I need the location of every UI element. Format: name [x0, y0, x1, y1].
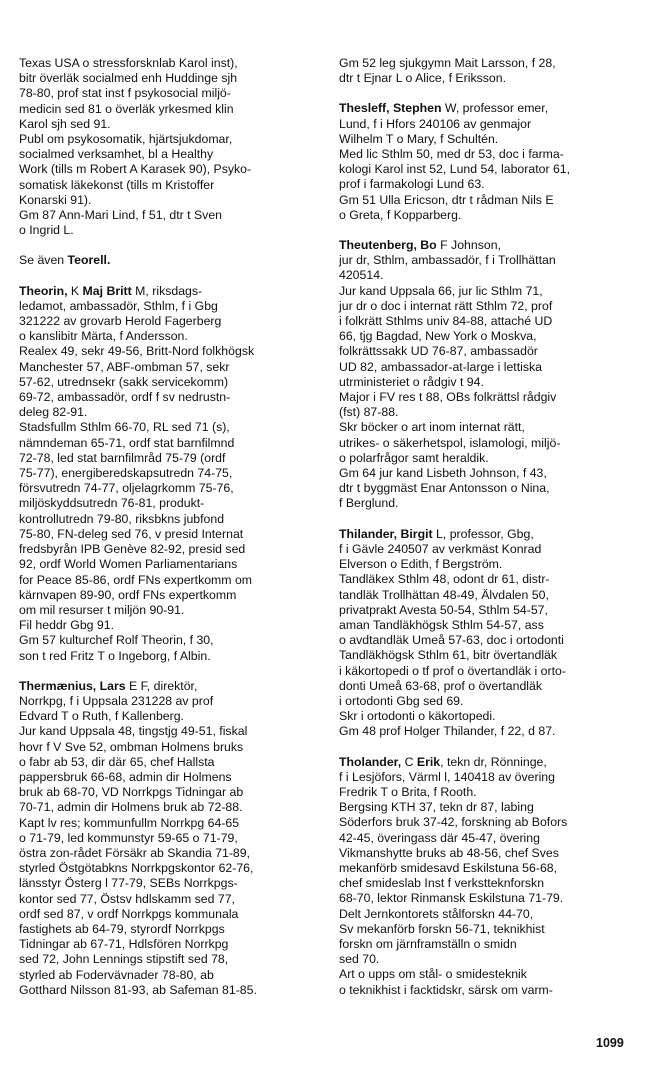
entry-text-line: i folkrätt Sthlms univ 84-88, attaché UD [339, 314, 553, 329]
entry-text-line: donti Umeå 63-68, prof o övertandläk [339, 678, 543, 693]
entry-text-line: f i Gävle 240507 av verkmäst Konrad [339, 541, 542, 556]
entry-headline-text: , tekn dr, Rönninge, [440, 754, 547, 769]
entry-text-line: tandläk Trollhättan 48-49, Älvdalen 50, [339, 587, 549, 602]
entry-text-line: for Peace 85-86, ordf FNs expertkomm om [19, 572, 253, 587]
entry-text-line: nämndeman 65-71, ordf stat barnfilmnd [19, 435, 235, 450]
entry-headline-text: E F, direktör, [125, 678, 198, 693]
entry-text-line: hovr f V Sve 52, ombman Holmens bruks [19, 739, 244, 754]
entry-headline [339, 238, 639, 253]
entry-theutenberg [339, 238, 639, 512]
entry-text-line: utrministeriet o rådgiv t 94. [339, 374, 484, 389]
entry-text-line: utrikes- o säkerhetspol, islamologi, miljö- [339, 435, 561, 450]
entry-text-line: i ortodonti Gbg sed 69. [339, 693, 464, 708]
entry-text-line: Norrkpg, f i Uppsala 231228 av prof [19, 693, 214, 708]
entry-headline [339, 101, 639, 116]
entry-text-line: dtr t byggmäst Enar Antonsson o Nina, [339, 481, 550, 496]
entry-text-line: Gm 51 Ulla Ericson, dtr t rådman Nils E [339, 192, 554, 207]
see-also-line [19, 253, 319, 268]
entry-name: Theorin, [19, 283, 71, 298]
entry-headline-text: F Johnson, [436, 238, 501, 253]
entry-text-line: kologi Karol inst 52, Lund 54, laborator 61, [339, 162, 571, 177]
entry-text-line: o 71-79, led kommunstyr 59-65 o 71-79, [19, 830, 238, 845]
entry-text-line: 420514. [339, 268, 384, 283]
right-column [339, 56, 639, 1013]
entry-theorell-continued [19, 56, 319, 238]
entry-name: Maj Britt [82, 283, 132, 298]
entry-text-line: försvutredn 74-77, oljelagrkomm 75-76, [19, 481, 234, 496]
entry-text-line: Söderfors bruk 37-42, forskning ab Bofors [339, 815, 568, 830]
entry-text-line: 321222 av grovarb Herold Fagerberg [19, 314, 222, 329]
see-also-name: Teorell. [67, 253, 111, 268]
entry-text-line: forskn om järnframställn o smidn [339, 936, 517, 951]
entry-text-line: socialmed verksamhet, bl a Healthy [19, 147, 214, 162]
entry-text-line: i käkortopedi o tf prof o övertandläk i orto- [339, 663, 566, 678]
entry-name: Thermænius, Lars [19, 678, 126, 693]
entry-text-line: ledamot, ambassadör, Sthlm, f i Gbg [19, 298, 218, 313]
entry-text-line: Gm 87 Ann-Mari Lind, f 51, dtr t Sven [19, 208, 222, 223]
entry-text-line: Med lic Sthlm 50, med dr 53, doc i farma- [339, 147, 564, 162]
entry-text-line: Lund, f i Hfors 240106 av genmajor [339, 116, 532, 131]
entry-text-line: (fst) 87-88. [339, 405, 399, 420]
see-also-prefix: Se även [19, 253, 68, 268]
entry-text-line: östra zon-rådet Försäkr ab Skandia 71-89, [19, 845, 251, 860]
entry-text-line: Gotthard Nilsson 81-93, ab Safeman 81-85. [19, 982, 257, 997]
entry-text-line: Karol sjh sed 91. [19, 116, 111, 131]
entry-text-line: Texas USA o stressforsknlab Karol inst), [19, 56, 238, 70]
entry-text-line: fredsbyrån IPB Genève 82-92, presid sed [19, 542, 246, 557]
entry-text-line: mekanförb smidesavd Eskilstuna 56-68, [339, 860, 558, 875]
entry-text-line: o polarfrågor samt heraldik. [339, 450, 489, 465]
entry-text-line: Gm 48 prof Holger Thilander, f 22, d 87. [339, 724, 556, 739]
entry-name: Thesleff, Stephen [339, 101, 442, 116]
entry-text-line: kontrollutredn 79-80, riksbkns jubfond [19, 511, 225, 526]
entry-text-line: Fredrik T o Brita, f Rooth. [339, 784, 477, 799]
entry-text-line: Jur kand Uppsala 66, jur lic Sthlm 71, [339, 283, 543, 298]
entry-text-line: Skr i ortodonti o käkortopedi. [339, 709, 496, 724]
entry-text-line: 68-70, lektor Rinmansk Eskilstuna 71-79. [339, 891, 564, 906]
left-column [19, 56, 319, 1013]
entry-name: Theutenberg, Bo [339, 238, 437, 253]
entry-text-line: styrled ab Fodervävnader 78-80, ab [19, 967, 214, 982]
entry-text-line: Edvard T o Ruth, f Kallenberg. [19, 709, 184, 724]
entry-text-line: 69-72, ambassadör, ordf f sv nedrustn- [19, 390, 231, 405]
entry-text-line: dtr t Ejnar L o Alice, f Eriksson. [339, 71, 506, 86]
entry-text-line: Elverson o Edith, f Bergström. [339, 557, 503, 572]
entry-text-line: Vikmanshytte bruks ab 48-56, chef Sves [339, 845, 559, 860]
entry-text-line: UD 82, ambassador-at-large i lettiska [339, 359, 542, 374]
entry-text-line: jur dr o doc i internat rätt Sthlm 72, prof [339, 298, 553, 313]
entry-text-line: Skr böcker o art inom internat rätt, [339, 420, 525, 435]
entry-text-line: 42-45, överingass där 45-47, övering [339, 830, 540, 845]
entry-text-line: deleg 82-91. [19, 405, 88, 420]
entry-name: Erik [416, 754, 441, 769]
entry-text-line: f i Lesjöfors, Värml l, 140418 av övering [339, 769, 555, 784]
entry-text-line: Jur kand Uppsala 48, tingstjg 49-51, fiskal [19, 724, 248, 739]
entry-text-line: Work (tills m Robert A Karasek 90), Psyko- [19, 162, 252, 177]
entry-text-line: aman Tandläkhögsk Sthlm 54-57, ass [339, 617, 544, 632]
entry-text-line: 92, ordf World Women Parliamentarians [19, 557, 238, 572]
entry-text-line: kontor sed 77, Östsv hdlskamm sed 77, [19, 891, 235, 906]
entry-text-line: o kanslibitr Märta, f Andersson. [19, 329, 188, 344]
entry-text-line: Gm 57 kulturchef Rolf Theorin, f 30, [19, 633, 214, 648]
entry-text-line: o teknikhist i facktidskr, särsk om varm- [339, 982, 553, 997]
entry-theorin-spouse-continued [339, 56, 639, 86]
entry-headline [339, 527, 639, 542]
entry-text-line: o Ingrid L. [19, 223, 74, 238]
entry-text-line: kärnvapen 89-90, ordf FNs expertkomm [19, 587, 237, 602]
entry-text-line: medicin sed 81 o överläk yrkesmed klin [19, 101, 234, 116]
entry-text-line: Gm 52 leg sjukgymn Mait Larsson, f 28, [339, 56, 556, 70]
entry-thermaenius [19, 679, 319, 998]
entry-text-line: o fabr ab 53, dir där 65, chef Hallsta [19, 754, 215, 769]
entry-text-line: f Berglund. [339, 496, 399, 511]
entry-text-line: 70-71, admin dir Holmens bruk ab 72-88. [19, 800, 243, 815]
entry-text-line: Realex 49, sekr 49-56, Britt-Nord folkhögsk [19, 344, 255, 359]
entry-text-line: Wilhelm T o Mary, f Schultén. [339, 131, 499, 146]
entry-text-line: o Greta, f Kopparberg. [339, 207, 462, 222]
entry-text-line: Publ om psykosomatik, hjärtsjukdomar, [19, 132, 233, 147]
entry-text-line: Tidningar ab 67-71, Hdlsfören Norrkpg [19, 937, 229, 952]
entry-text-line: 66, tjg Bagdad, New York o Moskva, [339, 329, 537, 344]
entry-text-line: miljöskyddsutredn 76-81, produkt- [19, 496, 205, 511]
entry-text-line: prof i farmakologi Lund 63. [339, 177, 485, 192]
entry-headline [19, 284, 319, 299]
entry-text-line: 75-77), energiberedskapsutredn 74-75, [19, 466, 233, 481]
entry-headline-text: C [404, 754, 417, 769]
page-number: 1099 [596, 1036, 624, 1050]
entry-name: Tholander, [339, 754, 405, 769]
entry-text-line: om mil resurser t miljön 90-91. [19, 602, 185, 617]
entry-text-line: sed 70. [339, 952, 380, 967]
entry-thesleff [339, 101, 639, 223]
entry-text-line: 72-78, led stat barnfilmråd 75-79 (ordf [19, 450, 226, 465]
entry-text-line: somatisk läkekonst (tills m Kristoffer [19, 177, 215, 192]
entry-text-line: o avdtandläk Umeå 57-63, doc i ortodonti [339, 633, 564, 648]
entry-theorin [19, 284, 319, 664]
entry-text-line: sed 72, John Lennings stipstift sed 78, [19, 952, 229, 967]
entry-text-line: chef smideslab Inst f verkstteknforskn [339, 876, 545, 891]
entry-text-line: Tandläkhögsk Sthlm 61, bitr övertandläk [339, 648, 558, 663]
entry-name: Thilander, Birgit [339, 526, 433, 541]
entry-text-line: Stadsfullm Sthlm 66-70, RL sed 71 (s), [19, 420, 230, 435]
entry-text-line: Kapt lv res; kommunfullm Norrkpg 64-65 [19, 815, 240, 830]
entry-text-line: bruk ab 68-70, VD Norrkpgs Tidningar ab [19, 785, 244, 800]
entry-text-line: folkrättssakk UD 76-87, ambassadör [339, 344, 538, 359]
entry-headline [19, 679, 319, 694]
entry-text-line: Konarski 91). [19, 192, 92, 207]
entry-text-line: privatprakt Avesta 50-54, Sthlm 54-57, [339, 602, 548, 617]
entry-text-line: Fil heddr Gbg 91. [19, 618, 115, 633]
entry-text-line: pappersbruk 66-68, admin dir Holmens [19, 769, 232, 784]
entry-text-line: Art o upps om stål- o smidesteknik [339, 967, 527, 982]
entry-text-line: jur dr, Sthlm, ambassadör, f i Trollhättan [339, 253, 556, 268]
entry-tholander [339, 755, 639, 998]
entry-headline [339, 755, 639, 770]
entry-see-also-teorell [19, 253, 319, 268]
entry-headline-text: K [70, 283, 83, 298]
entry-text-line: länsstyr Österg l 77-79, SEBs Norrkpgs- [19, 876, 238, 891]
entry-thilander [339, 527, 639, 740]
entry-text-line: 78-80, prof stat inst f psykosocial miljö- [19, 86, 231, 101]
entry-text-line: ordf sed 87, v ordf Norrkpgs kommunala [19, 906, 239, 921]
entry-text-line: Tandläkex Sthlm 48, odont dr 61, distr- [339, 572, 550, 587]
entry-text-line: Gm 64 jur kand Lisbeth Johnson, f 43, [339, 466, 547, 481]
entry-headline-text: M, riksdags- [131, 283, 203, 298]
entry-text-line: 75-80, FN-deleg sed 76, v presid Internat [19, 526, 244, 541]
entry-text-line: Manchester 57, ABF-ombman 57, sekr [19, 359, 230, 374]
entry-text-line: styrled Östgötabkns Norrkpgskontor 62-76, [19, 861, 254, 876]
entry-text-line: Major i FV res t 88, OBs folkrättsl rådgiv [339, 390, 557, 405]
entry-text-line: Delt Jernkontorets stålforskn 44-70, [339, 906, 534, 921]
entry-text-line: fastighets ab 64-79, styrordf Norrkpgs [19, 921, 225, 936]
entry-text-line: 57-62, utrednsekr (sakk servicekomm) [19, 374, 229, 389]
entry-text-line: Bergsing KTH 37, tekn dr 87, labing [339, 800, 534, 815]
entry-text-line: son t red Fritz T o Ingeborg, f Albin. [19, 648, 211, 663]
entry-headline-text: W, professor emer, [441, 101, 549, 116]
entry-headline-text: L, professor, Gbg, [432, 526, 534, 541]
entry-text-line: Sv mekanförb forskn 56-71, teknikhist [339, 921, 545, 936]
entry-text-line: bitr överläk socialmed enh Huddinge sjh [19, 71, 238, 86]
